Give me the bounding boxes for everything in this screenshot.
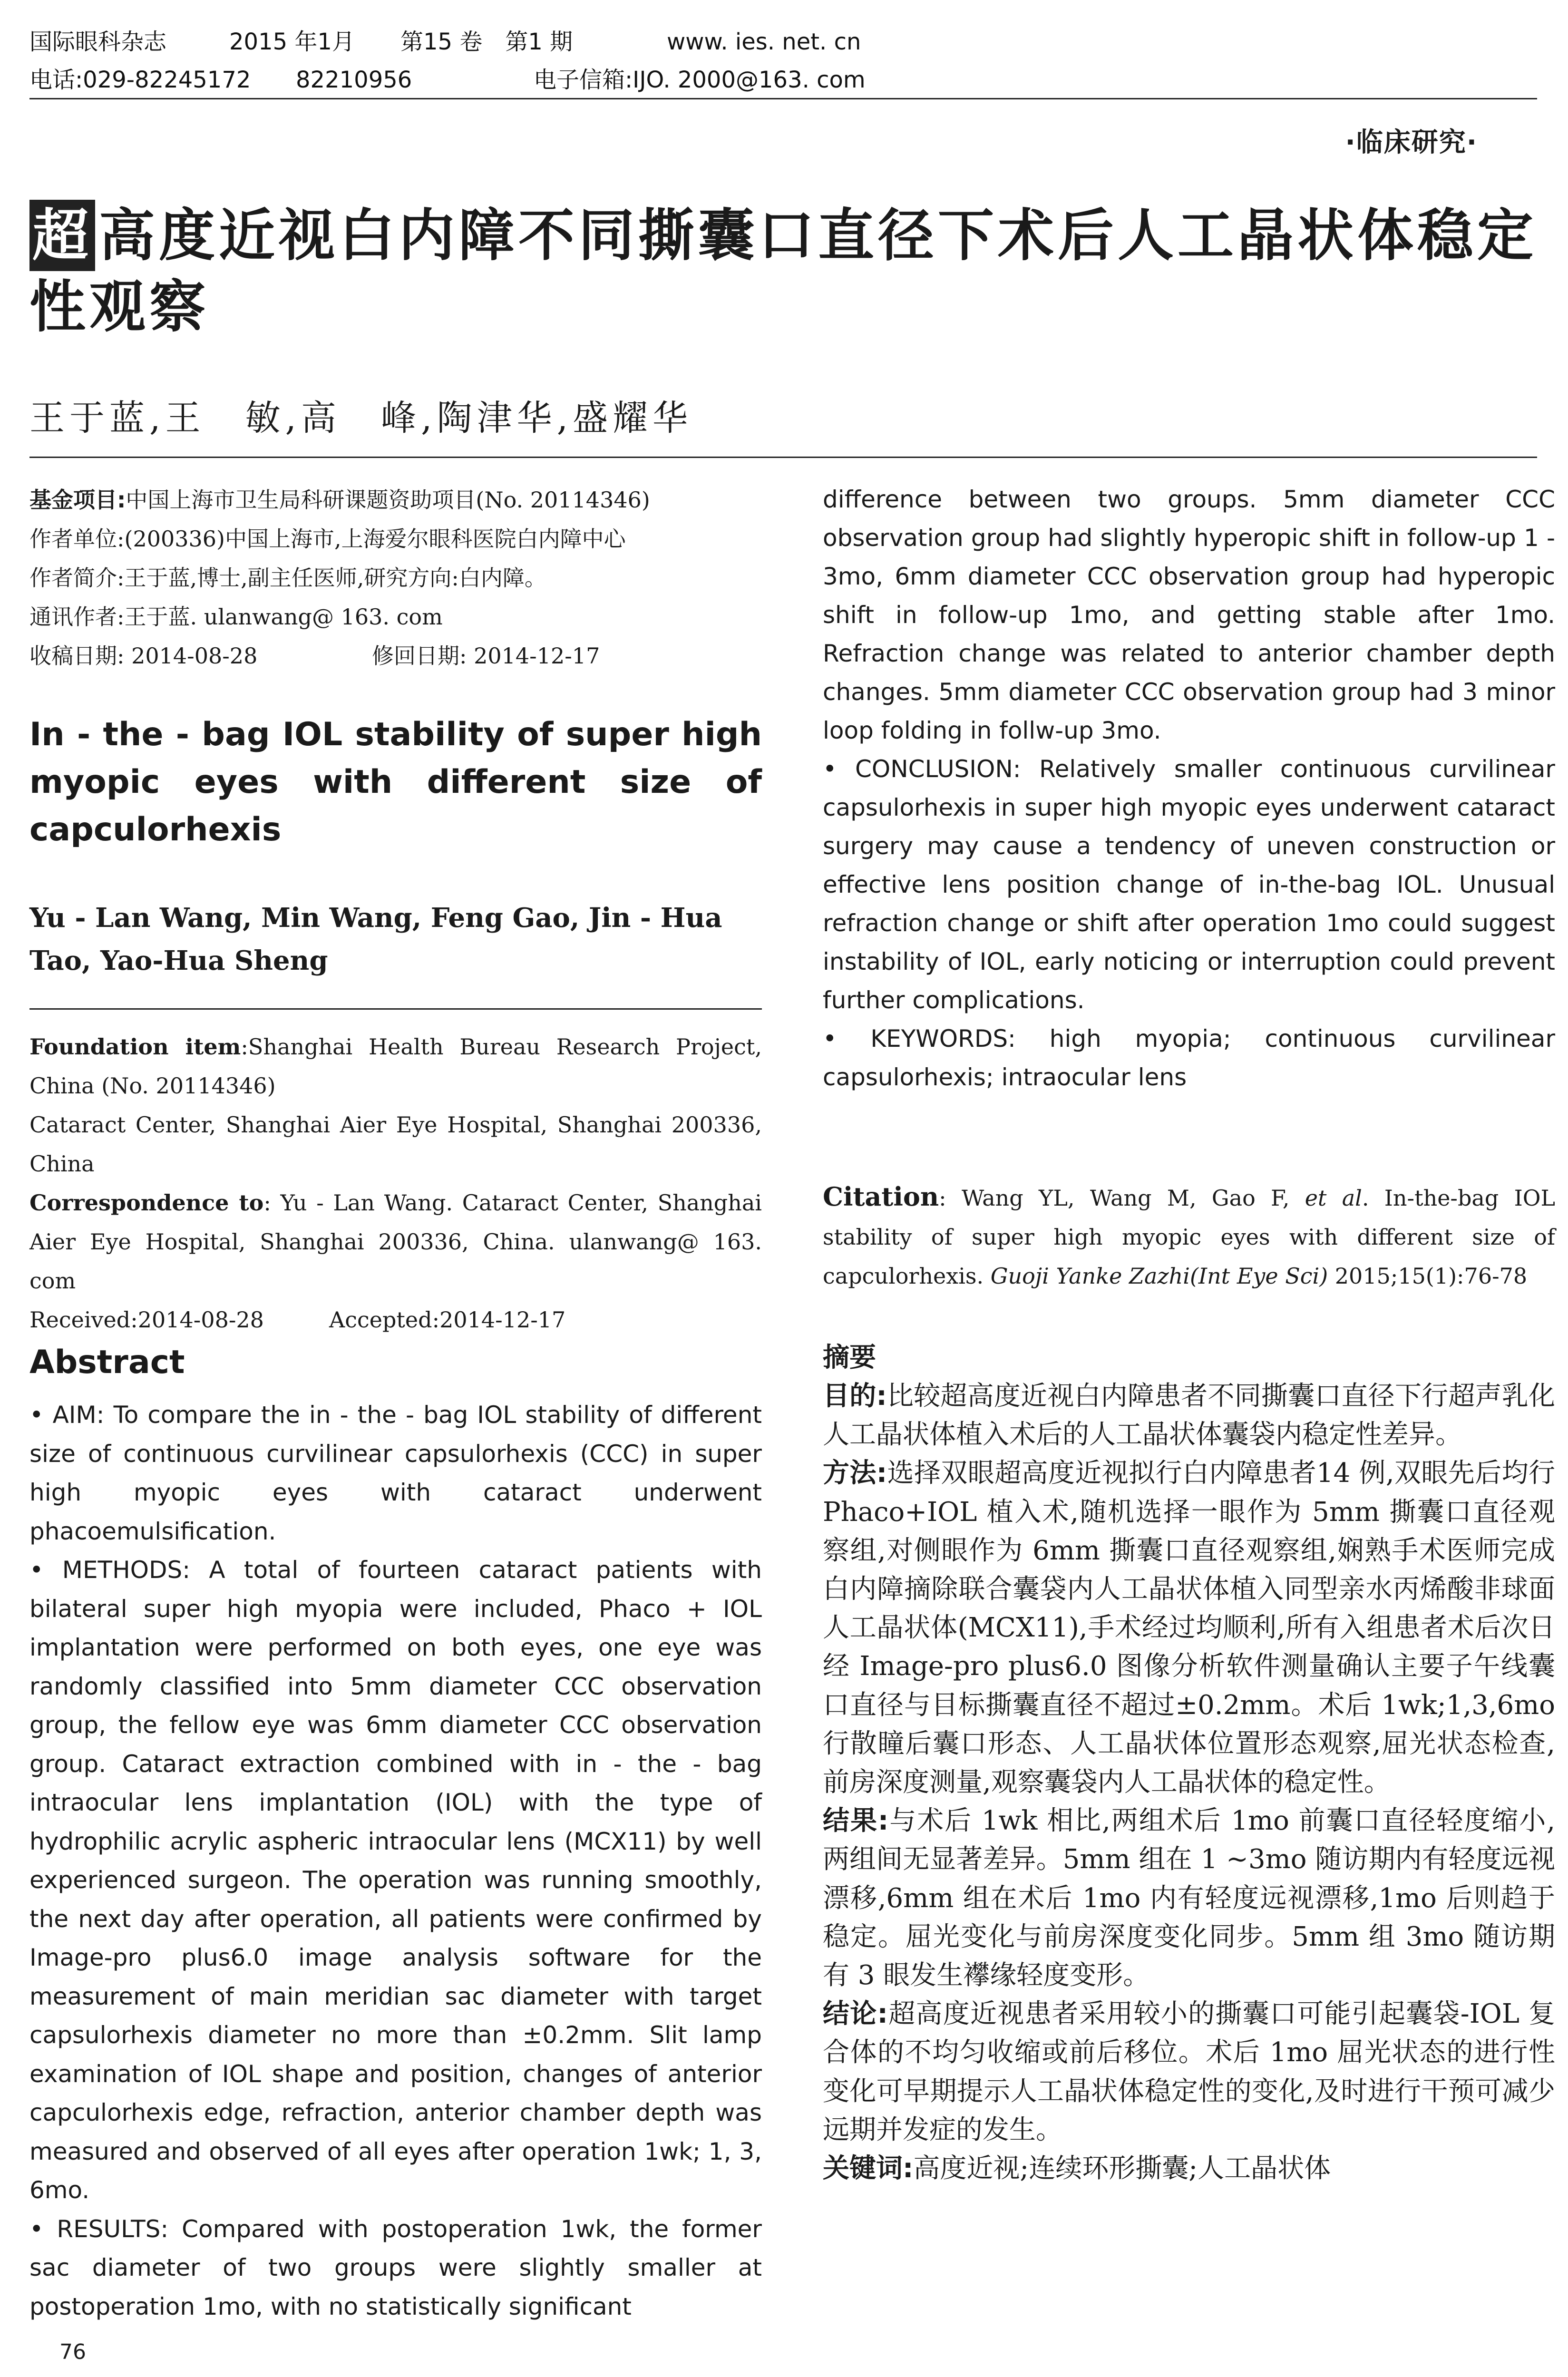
abstract-results-start: • RESULTS: Compared with postoperation 1wk, the former sac diameter of two groups were slightly smaller at postoperation 1mo, with no statistically significant: [29, 2215, 762, 2320]
page-number: 76: [59, 2340, 86, 2364]
abstract-results-cont: difference between two groups. 5mm diameter CCC observation group had slightly hyperopic shift in follow-up 1 - 3mo, 6mm diameter CCC observation group had hyperopic shift in follow-up 1mo, and getting stable after 1mo. Refraction change was related to anterior chamber depth changes. 5mm diameter CCC observation group had 3 minor loop folding in follw-up 3mo.: [823, 486, 1555, 744]
abstract-methods: • METHODS: A total of fourteen cataract patients with bilateral super high myopia were included, Phaco + IOL implantation were performed on both eyes, one eye was randomly classified into 5mm diameter CCC observation group, the fellow eye was 6mm diameter CCC observation group. Cataract extraction combined with in - the - bag intraocular lens implantation (IOL) with the type of hydrophilic acrylic aspheric intraocular lens (MCX11) by well experienced surgeon. The operation was running smoothly, the next day after operation, all patients were confirmed by Image-pro plus6.0 image analysis software for the measurement of main meridian sac diameter with target capsulorhexis diameter no more than ±0.2mm. Slit lamp examination of IOL shape and position, changes of anterior capculorhexis edge, refraction, anterior chamber depth was measured and observed of all eyes after operation 1wk; 1, 3, 6mo.: [29, 1556, 762, 2204]
abstract-cn-aim: 目的:比较超高度近视白内障患者不同撕囊口直径下行超声乳化人工晶状体植入术后的人工晶状体囊袋内稳定性差异。: [823, 1381, 1555, 1451]
correspondence-cn: 通讯作者:王于蓝. ulanwang@ 163. com: [29, 604, 443, 630]
authors-cn: 王于蓝,王 敏,高 峰,陶津华,盛耀华: [29, 398, 693, 438]
received-date-en: Received:2014-08-28: [29, 1307, 264, 1333]
mid-rule: [29, 1008, 762, 1010]
citation: Citation: Wang YL, Wang M, Gao F, et al. In-the-bag IOL stability of super high myopic eyes with different size of capculorhexis. Guoji Yanke Zazhi(Int Eye Sci) 2015;15(1):76-78: [823, 1181, 1555, 1289]
affiliation-cn: 作者单位:(200336)中国上海市,上海爱尔眼科医院白内障中心: [29, 526, 626, 552]
article-title-cn: [29, 200, 1551, 342]
dates-en: [29, 1300, 762, 1339]
foundation-item: Foundation item:Shanghai Health Bureau Research Project, China (No. 20114346): [29, 1034, 762, 1099]
abstract-heading-cn: 摘要: [823, 1342, 876, 1373]
journal-header: [29, 23, 1537, 99]
correspondence-en: Correspondence to: Yu - Lan Wang. Cataract Center, Shanghai Aier Eye Hospital, Shanghai 200336, China. ulanwang@ 163. com: [29, 1190, 762, 1294]
article-info-cn: [29, 480, 762, 675]
journal-website: www. ies. net. cn: [667, 29, 861, 55]
phone-2: 82210956: [296, 67, 412, 93]
article-title-en: In - the - bag IOL stability of super high myopic eyes with different size of capculorhexis: [29, 716, 762, 848]
received-date-cn: 收稿日期: 2014-08-28: [29, 643, 258, 669]
journal-name: 国际眼科杂志: [29, 29, 167, 55]
abstract-cn-conclusion: 结论:超高度近视患者采用较小的撕囊口可能引起囊袋-IOL 复合体的不均匀收缩或前后移位。术后 1mo 屈光状态的进行性变化可早期提示人工晶状体稳定性的变化,及时进行干预可减少远期并发症的发生。: [823, 1998, 1555, 2145]
authors-en: Yu - Lan Wang, Min Wang, Feng Gao, Jin - Hua Tao, Yao-Hua Sheng: [29, 902, 722, 976]
header-rule: [29, 98, 1537, 99]
section-label: ·临床研究·: [1345, 127, 1478, 158]
abstract-cn-results: 结果:与术后 1wk 相比,两组术后 1mo 前囊口直径轻度缩小,两组间无显著差异。5mm 组在 1 ~3mo 随访期内有轻度远视漂移,6mm 组在术后 1mo 内有轻度远视漂移,1mo 后则趋于稳定。屈光变化与前房深度变化同步。5mm 组 3mo 随访期有 3 眼发生襻缘轻度变形。: [823, 1805, 1555, 1991]
abstract-cn-keywords: 关键词:高度近视;连续环形撕囊;人工晶状体: [823, 2153, 1331, 2184]
dates-cn: [29, 636, 762, 675]
abstract-conclusion: • CONCLUSION: Relatively smaller continuous curvilinear capsulorhexis in super high myopic eyes underwent cataract surgery may cause a tendency of uneven construction or effective lens position change of in-the-bag IOL. Unusual refraction change or shift after operation 1mo could suggest instability of IOL, early noticing or interruption could prevent further complications.: [823, 755, 1555, 1014]
accepted-date-en: Accepted:2014-12-17: [329, 1307, 566, 1333]
volume-issue: 第15 卷 第1 期: [400, 29, 573, 55]
abstract-en-right: [823, 480, 1555, 1097]
affiliation-en: Cataract Center, Shanghai Aier Eye Hospital, Shanghai 200336, China: [29, 1112, 762, 1177]
abstract-keywords: • KEYWORDS: high myopia; continuous curvilinear capsulorhexis; intraocular lens: [823, 1025, 1555, 1091]
abstract-cn: [823, 1377, 1555, 2188]
funding-line: 基金项目:中国上海市卫生局科研课题资助项目(No. 20114346): [29, 487, 650, 513]
title-text: 高度近视白内障不同撕囊口直径下术后人工晶状体稳定性观察: [29, 203, 1538, 340]
abstract-en-left: [29, 1396, 762, 2326]
citation-label: Citation: [823, 1181, 939, 1212]
author-bio: 作者简介:王于蓝,博士,副主任医师,研究方向:白内障。: [29, 565, 546, 591]
journal-email: 电子信箱:IJO. 2000@163. com: [534, 67, 866, 93]
top-rule: [29, 457, 1537, 458]
revised-date-cn: 修回日期: 2014-12-17: [372, 643, 600, 669]
abstract-aim: • AIM: To compare the in - the - bag IOL stability of different size of continuous curvilinear capsulorhexis (CCC) in super high myopic eyes with cataract underwent phacoemulsification.: [29, 1401, 762, 1545]
phone: 电话:029-82245172: [29, 67, 251, 93]
abstract-heading: Abstract: [29, 1344, 185, 1381]
abstract-cn-methods: 方法:选择双眼超高度近视拟行白内障患者14 例,双眼先后均行 Phaco+IOL 植入术,随机选择一眼作为 5mm 撕囊口直径观察组,对侧眼作为 6mm 撕囊口直径观察组,娴熟手术医师完成白内障摘除联合囊袋内人工晶状体植入同型亲水丙烯酸非球面人工晶状体(MCX11),手术经过均顺利,所有入组患者术后次日经 Image-pro plus6.0 图像分析软件测量确认主要子午线囊口直径与目标撕囊直径不超过±0.2mm。术后 1wk;1,3,6mo 行散瞳后囊口形态、人工晶状体位置形态观察,屈光状态检查,前房深度测量,观察囊袋内人工晶状体的稳定性。: [823, 1458, 1556, 1798]
title-mark: 超: [29, 200, 95, 271]
issue-date: 2015 年1月: [229, 29, 355, 55]
article-info-en: [29, 1027, 762, 1339]
